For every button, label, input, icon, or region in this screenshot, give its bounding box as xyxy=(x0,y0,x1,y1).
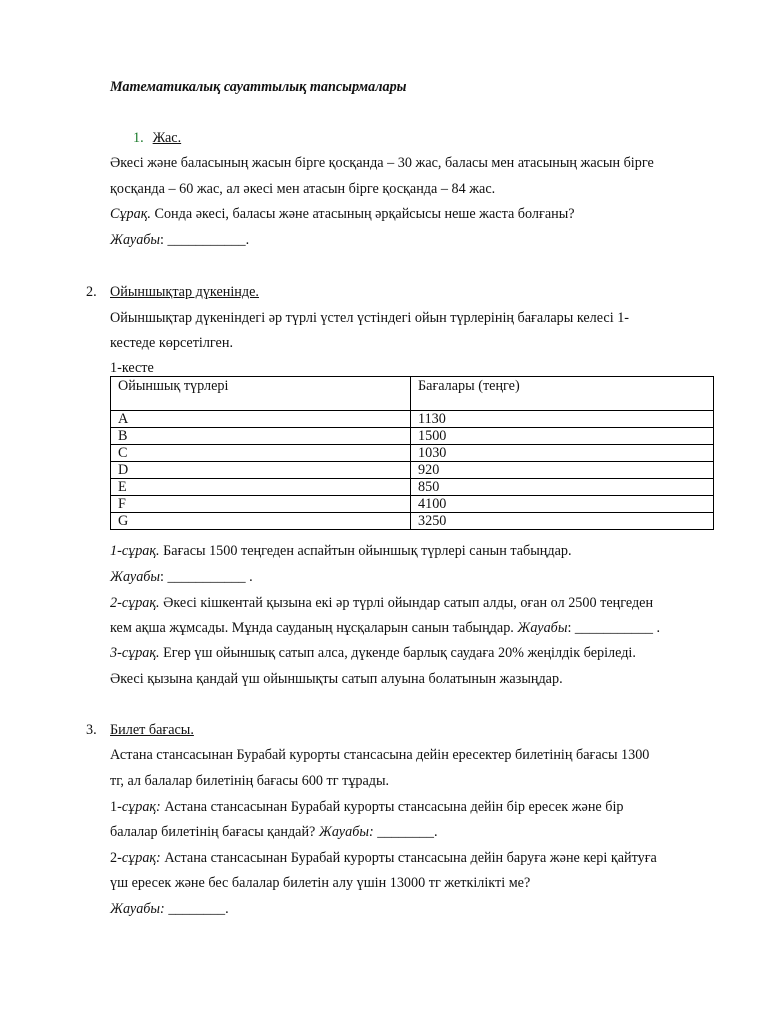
table-row xyxy=(111,411,714,428)
task1-text-line2: қосқанда – 60 жас, ал әкесі мен атасын бірге қосқанда – 84 жас. xyxy=(110,181,496,197)
table-cell-toy: C xyxy=(111,445,411,462)
task3-question2-line2: үш ересек және бес балалар билетін алу үшін 13000 тг жеткілікті ме? xyxy=(110,875,531,891)
page-title: Математикалық сауаттылық тапсырмалары xyxy=(110,79,407,95)
task3-number: 3. xyxy=(86,722,97,738)
task3-question1-line1 xyxy=(110,798,624,816)
task2-answer1 xyxy=(110,568,253,586)
table-cell-price: 920 xyxy=(411,462,714,479)
task2-a2-label: Жауабы xyxy=(517,620,568,636)
table-row xyxy=(111,428,714,445)
table-header-cell: Ойыншық түрлері xyxy=(111,377,411,411)
task2-q2-label: 2-сұрақ. xyxy=(110,595,160,611)
task2-question1 xyxy=(110,542,572,560)
task1-answer-blank: : ___________. xyxy=(160,232,250,248)
table-header-row xyxy=(111,377,714,411)
task3-question2-line1 xyxy=(110,849,657,867)
task1-text-line1: Әкесі және баласының жасын бірге қосқанда – 30 жас, баласы мен атасының жасын бірге xyxy=(110,155,654,171)
task2-q2-text1: Әкесі кішкентай қызына екі әр түрлі ойындар сатып алды, оған ол 2500 теңгеден xyxy=(159,595,654,611)
task3-q2-text1: Астана стансасынан Бурабай курорты стансасына дейін баруға және кері қайтуға xyxy=(160,850,657,866)
table-cell-toy: F xyxy=(111,496,411,513)
task3-title: Билет бағасы. xyxy=(110,722,194,738)
table-cell-toy: A xyxy=(111,411,411,428)
table-caption: 1-кесте xyxy=(110,360,154,376)
task3-q2-prefix: 2- xyxy=(110,850,122,866)
table-row xyxy=(111,496,714,513)
task3-q1-text1: Астана стансасынан Бурабай курорты стансасына дейін бір ересек және бір xyxy=(160,799,624,815)
task2-question2-line2 xyxy=(110,619,660,637)
task3-question1-line2 xyxy=(110,823,438,841)
task3-answer2 xyxy=(110,900,229,918)
task1-question-label: Сұрақ. xyxy=(110,206,151,222)
task2-a1-blank: : ___________ . xyxy=(160,569,253,585)
task3-a1-blank: ________. xyxy=(373,824,438,840)
task3-intro-line2: тг, ал балалар билетінің бағасы 600 тг тұрады. xyxy=(110,773,390,789)
task2-q3-label: 3-сұрақ. xyxy=(110,645,160,661)
task1-title: Жас. xyxy=(152,130,182,146)
task3-a1-label: Жауабы: xyxy=(318,824,374,840)
task3-q1-label: сұрақ: xyxy=(121,799,161,815)
table-row xyxy=(111,462,714,479)
task1-question xyxy=(110,205,575,223)
task3-a2-blank: ________. xyxy=(164,901,229,917)
table-row xyxy=(111,513,714,530)
task2-q1-text: Бағасы 1500 теңгеден аспайтын ойыншық түрлері санын табыңдар. xyxy=(159,543,572,559)
task2-intro-line1: Ойыншықтар дүкеніндегі әр түрлі үстел үстіндегі ойын түрлерінің бағалары келесі 1- xyxy=(110,310,630,326)
task1-heading xyxy=(133,129,181,147)
table-header-cell: Бағалары (теңге) xyxy=(411,377,714,411)
task2-q2-text2: кем ақша жұмсады. Мұнда сауданың нұсқаларын санын табыңдар. xyxy=(110,620,518,636)
task2-a1-label: Жауабы xyxy=(110,569,161,585)
task1-answer xyxy=(110,231,249,249)
table-cell-price: 1500 xyxy=(411,428,714,445)
task2-question3-line1 xyxy=(110,644,636,662)
task2-a2-blank: : ___________ . xyxy=(567,620,661,636)
task2-number: 2. xyxy=(86,284,97,300)
table-cell-toy: D xyxy=(111,462,411,479)
table-cell-price: 1030 xyxy=(411,445,714,462)
table-cell-toy: E xyxy=(111,479,411,496)
table-cell-price: 4100 xyxy=(411,496,714,513)
task2-question3-line2: Әкесі қызына қандай үш ойыншықты сатып алуына болатынын жазыңдар. xyxy=(110,671,563,687)
task3-q1-text2: балалар билетінің бағасы қандай? xyxy=(110,824,319,840)
table-cell-price: 850 xyxy=(411,479,714,496)
task3-intro-line1: Астана стансасынан Бурабай курорты стансасына дейін ересектер билетінің бағасы 1300 xyxy=(110,747,650,763)
task2-question2-line1 xyxy=(110,594,653,612)
table-row xyxy=(111,479,714,496)
table-row xyxy=(111,445,714,462)
task1-number: 1. xyxy=(133,130,144,146)
prices-table xyxy=(110,376,714,530)
task1-answer-label: Жауабы xyxy=(110,232,161,248)
task3-q2-label: сұрақ: xyxy=(121,850,161,866)
task2-q1-label: 1-сұрақ. xyxy=(110,543,160,559)
table-cell-toy: G xyxy=(111,513,411,530)
table-cell-toy: B xyxy=(111,428,411,445)
task2-intro-line2: кестеде көрсетілген. xyxy=(110,335,233,351)
task3-q1-prefix: 1- xyxy=(110,799,122,815)
table-cell-price: 3250 xyxy=(411,513,714,530)
table-cell-price: 1130 xyxy=(411,411,714,428)
task2-q3-text1: Егер үш ойыншық сатып алса, дүкенде барлық саудаға 20% жеңілдік беріледі. xyxy=(159,645,636,661)
task2-title: Ойыншықтар дүкенінде. xyxy=(110,284,259,300)
task3-a2-label: Жауабы: xyxy=(110,901,165,917)
task1-question-text: Сонда әкесі, баласы және атасының әрқайсысы неше жаста болғаны? xyxy=(150,206,575,222)
